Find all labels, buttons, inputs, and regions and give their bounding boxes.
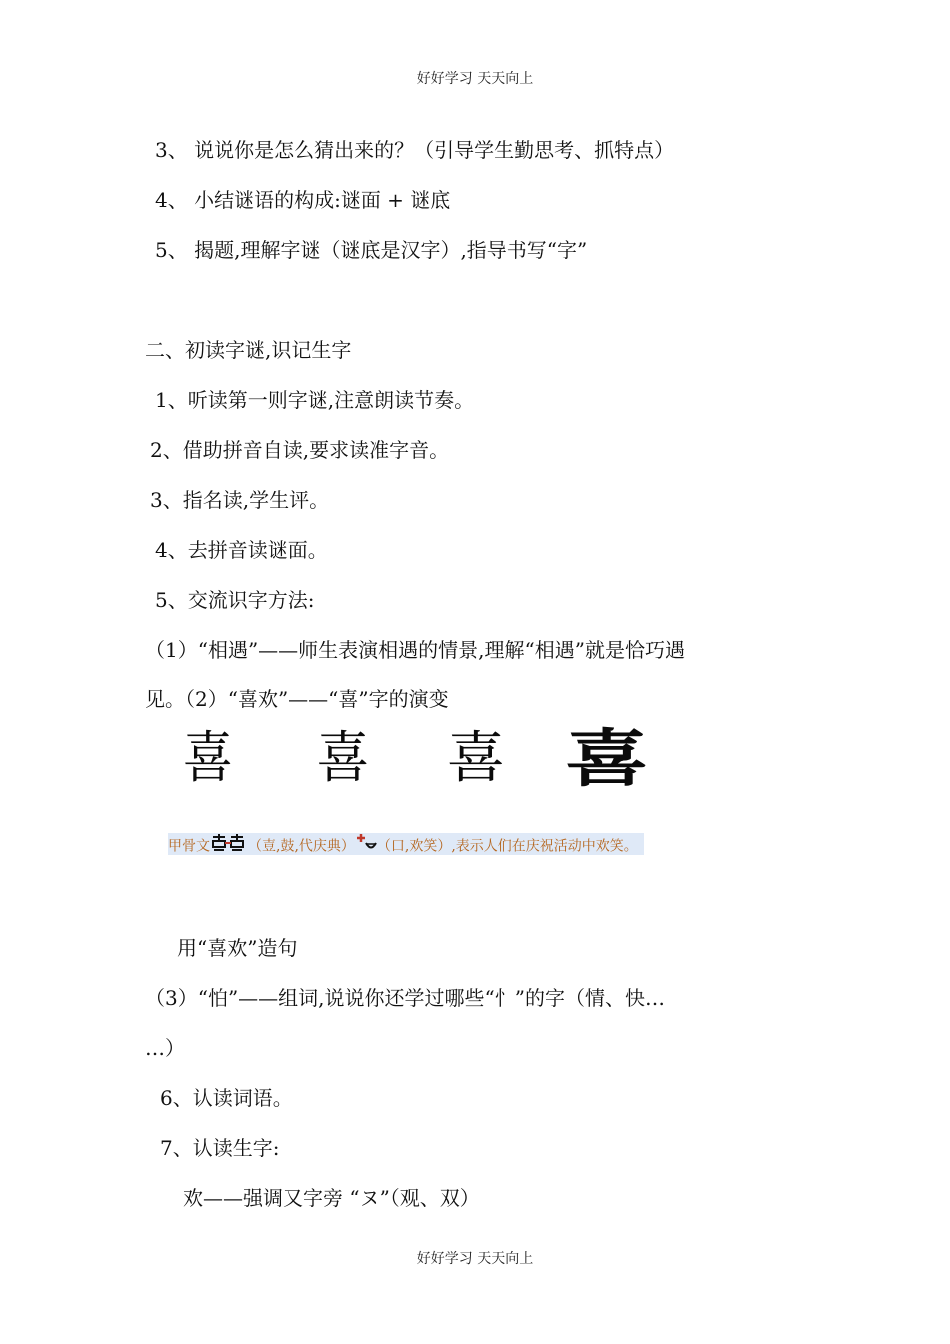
text-line: 2、借助拼音自读,要求读准字音。 xyxy=(150,438,450,462)
text-line: （1）“相遇”——师生表演相遇的情景,理解“相遇”就是恰巧遇 xyxy=(145,638,685,662)
caption-part2: （口,欢笑）,表示人们在庆祝活动中欢笑。 xyxy=(376,838,638,855)
text-line: 6、认读词语。 xyxy=(160,1086,293,1110)
xi-glyph-oracle: 喜 xyxy=(182,726,232,791)
xi-glyph-bronze: 喜 xyxy=(316,726,370,791)
text-line: 4、 小结谜语的构成:谜面 + 谜底 xyxy=(155,188,451,212)
text-line: 见。（2）“喜欢”——“喜”字的演变 xyxy=(145,687,449,711)
text-line: 4、去拼音读谜面。 xyxy=(155,538,328,562)
text-line: …） xyxy=(145,1036,185,1060)
text-line: 7、认读生字: xyxy=(160,1136,280,1160)
text-line: 用“喜欢”造句 xyxy=(177,936,298,960)
oracle-drum-icon xyxy=(210,833,248,860)
page-header: 好好学习 天天向上 xyxy=(416,71,534,87)
text-line: 5、 揭题,理解字谜（谜底是汉字）,指导书写“字” xyxy=(155,238,588,262)
oracle-caption xyxy=(168,833,644,855)
text-line: 欢——强调又字旁 “ヌ”（观、双） xyxy=(183,1186,480,1210)
plus-mouth-icon xyxy=(355,833,377,860)
text-line: 3、指名读,学生评。 xyxy=(150,488,330,512)
text-line: 1、听读第一则字谜,注意朗读节奏。 xyxy=(155,388,475,412)
xi-glyph-clerical: 喜 xyxy=(565,722,649,795)
caption-part1: （壴,鼓,代庆典） xyxy=(248,838,355,855)
section-heading: 二、初读字谜,识记生字 xyxy=(145,338,352,362)
page-footer: 好好学习 天天向上 xyxy=(416,1251,534,1267)
caption-label: 甲骨文 xyxy=(168,838,210,855)
text-line: 3、 说说你是怎么猜出来的？（引导学生勤思考、抓特点） xyxy=(155,138,675,162)
text-line: 5、交流识字方法: xyxy=(155,588,315,612)
text-line: （3）“怕”——组词,说说你还学过哪些“忄”的字（情、快… xyxy=(145,986,665,1010)
xi-evolution-image xyxy=(180,722,700,795)
xi-glyph-seal: 喜 xyxy=(446,726,506,791)
